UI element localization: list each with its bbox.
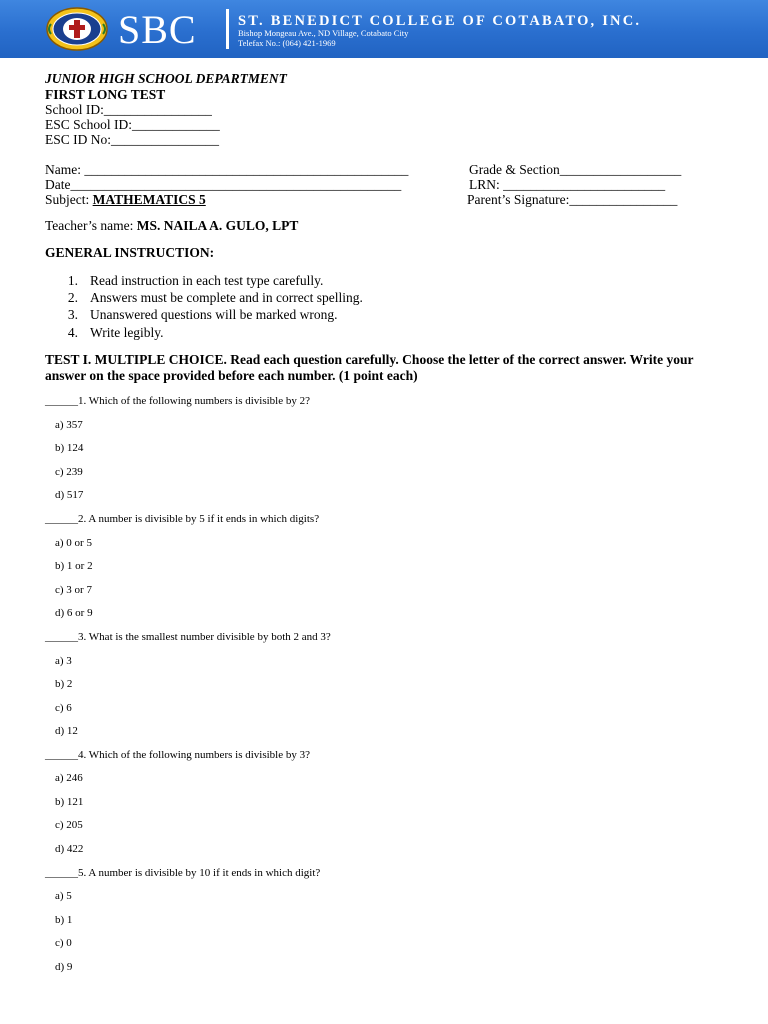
college-address: [238, 29, 408, 48]
grade-section-field: Grade & Section__________________: [469, 162, 682, 177]
question-5: ______5. A number is divisible by 10 if it ends in which digit?: [45, 867, 321, 879]
esc-id-no-field: ESC ID No:________________: [45, 132, 220, 147]
subject-label: Subject:: [45, 192, 90, 207]
school-id-field: School ID:________________: [45, 102, 212, 117]
general-instruction-heading: GENERAL INSTRUCTION:: [45, 245, 215, 260]
option: d) 9: [55, 961, 73, 973]
header-divider: [226, 9, 229, 49]
list-item: [45, 273, 323, 288]
list-text: Write legibly.: [90, 325, 164, 340]
option: d) 422: [55, 843, 84, 855]
list-number: 2.: [67, 290, 78, 305]
option: c) 0: [55, 937, 72, 949]
subject-field: [45, 192, 206, 207]
question-4: ______4. Which of the following numbers is divisible by 3?: [45, 749, 310, 761]
option: a) 5: [55, 890, 72, 902]
telefax-line: Telefax No.: (064) 421-1969: [238, 37, 336, 48]
option: b) 1 or 2: [55, 560, 93, 572]
list-item: [45, 325, 164, 340]
list-number: 3.: [67, 307, 78, 322]
option: d) 6 or 9: [55, 607, 93, 619]
question-3: ______3. What is the smallest number divisible by both 2 and 3?: [45, 631, 331, 643]
list-text: Read instruction in each test type carefully.: [90, 273, 324, 288]
lrn-field: LRN: ________________________: [469, 177, 666, 192]
list-text: Answers must be complete and in correct spelling.: [90, 290, 363, 305]
option: b) 1: [55, 914, 73, 926]
option: c) 205: [55, 819, 83, 831]
header-banner: [0, 0, 768, 58]
logo-text: SBC: [118, 7, 197, 52]
list-item: [45, 307, 337, 322]
list-text: Unanswered questions will be marked wrong.: [90, 307, 338, 322]
teacher-label: Teacher’s name:: [45, 218, 134, 233]
parent-signature-field: Parent’s Signature:________________: [467, 192, 678, 207]
test1-instructions: [45, 352, 725, 384]
question-1: ______1. Which of the following numbers is divisible by 2?: [45, 395, 310, 407]
option: b) 124: [55, 442, 84, 454]
name-field: Name: ________________________________________________: [45, 162, 409, 177]
address-line: Bishop Mongeau Ave., ND Village, Cotabato City: [238, 28, 409, 38]
option: c) 239: [55, 466, 83, 478]
school-seal-icon: [45, 6, 109, 52]
list-number: 4.: [67, 325, 78, 340]
option: a) 357: [55, 419, 83, 431]
option: a) 3: [55, 655, 72, 667]
option: a) 246: [55, 772, 83, 784]
option: b) 2: [55, 678, 73, 690]
department-title: JUNIOR HIGH SCHOOL DEPARTMENT: [45, 71, 287, 86]
list-number: 1.: [67, 273, 78, 288]
teacher-value: MS. NAILA A. GULO, LPT: [136, 218, 299, 233]
esc-school-id-field: ESC School ID:_____________: [45, 117, 220, 132]
college-name: ST. BENEDICT COLLEGE OF COTABATO, INC.: [238, 13, 642, 29]
subject-value: MATHEMATICS 5: [92, 192, 206, 207]
test1-instruction-line: answer on the space provided before each number. (1 point each): [45, 368, 418, 383]
question-2: ______2. A number is divisible by 5 if it ends in which digits?: [45, 513, 320, 525]
test1-instruction-line: TEST I. MULTIPLE CHOICE. Read each question carefully. Choose the letter of the correct answer. Write your: [45, 352, 694, 367]
test-title: FIRST LONG TEST: [45, 87, 166, 102]
teacher-name: [45, 218, 298, 233]
option: d) 517: [55, 489, 84, 501]
date-field: Date_________________________________________________: [45, 177, 402, 192]
option: b) 121: [55, 796, 84, 808]
option: a) 0 or 5: [55, 537, 92, 549]
option: c) 3 or 7: [55, 584, 92, 596]
option: d) 12: [55, 725, 78, 737]
option: c) 6: [55, 702, 72, 714]
list-item: [45, 290, 363, 305]
